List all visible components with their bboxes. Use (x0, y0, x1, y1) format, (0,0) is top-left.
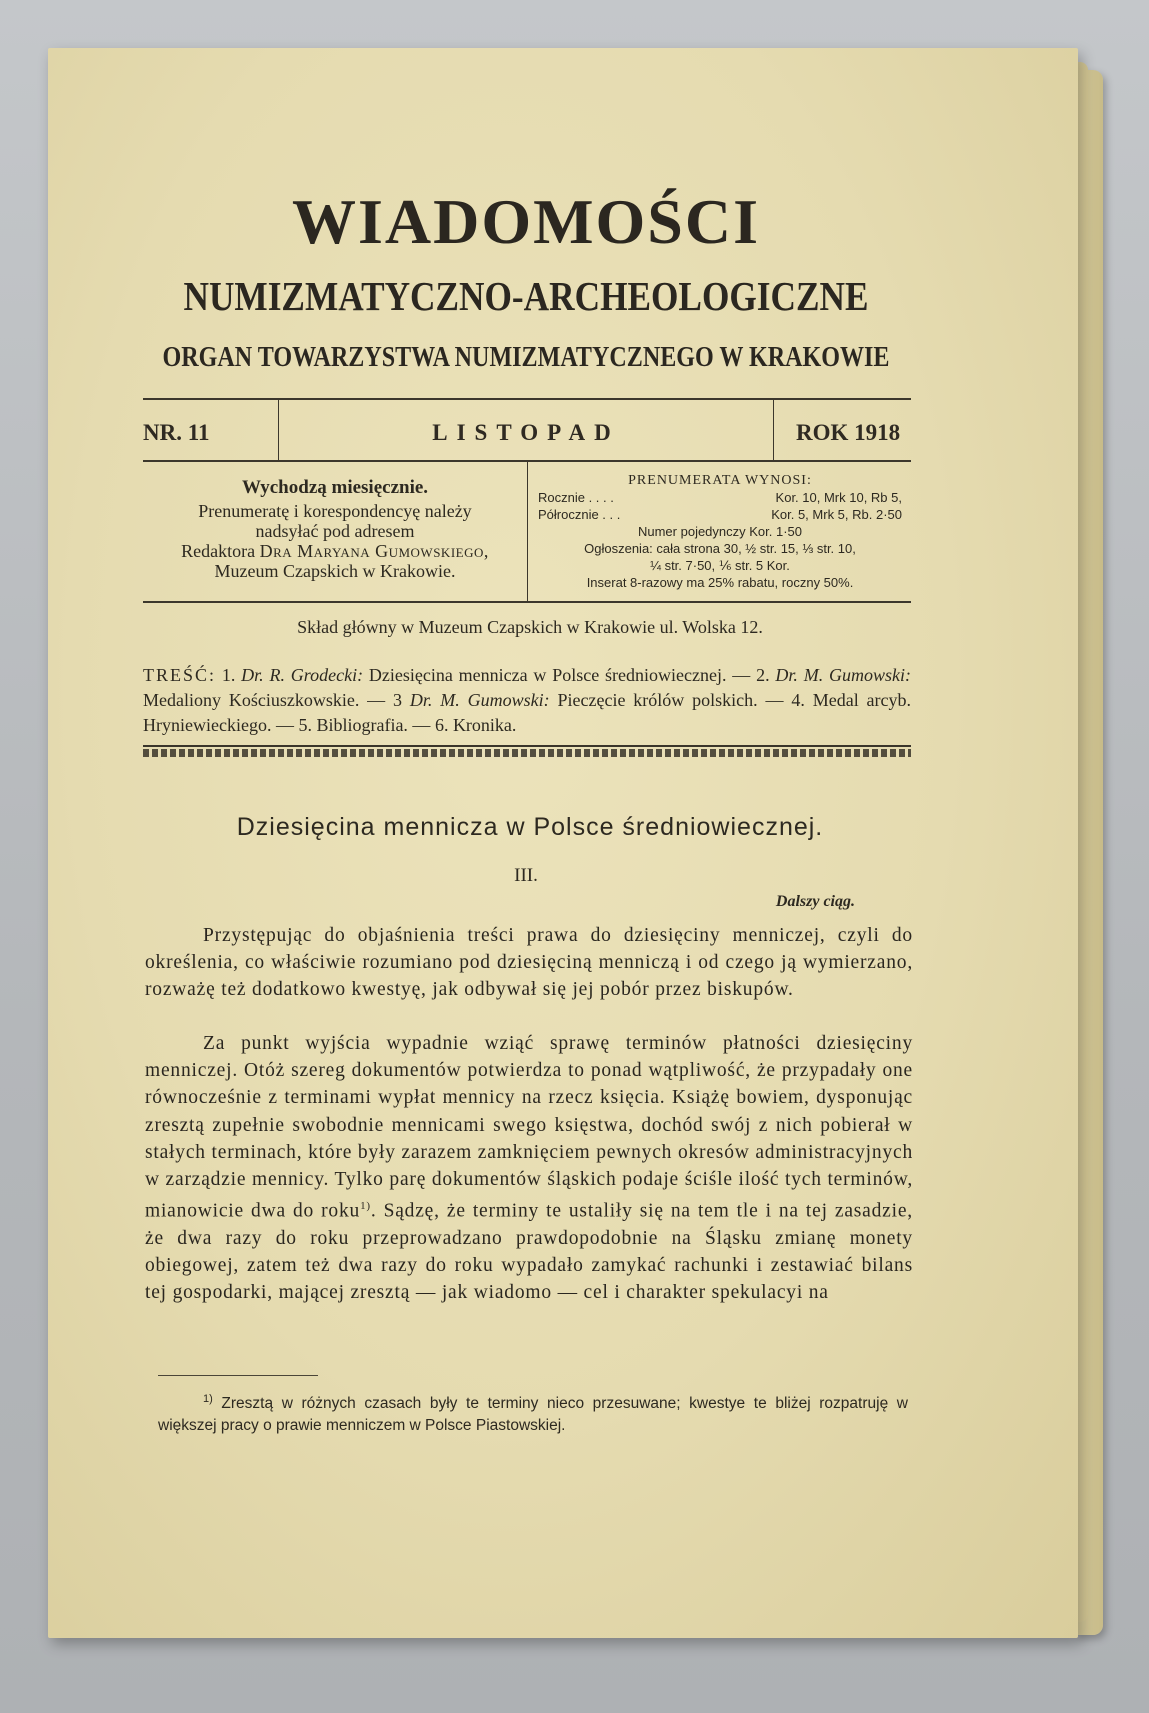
issue-number: NR. 11 (143, 420, 210, 445)
info-divider (527, 462, 528, 602)
toc-item: 5. Bibliografia. — (298, 715, 431, 735)
footnote-ref[interactable]: 1) (360, 1200, 371, 1213)
article-paragraph: Za punkt wyjścia wypadnie wziąć sprawę terminów płatności dziesięciny menniczej. Otóż szereg dokumentów potwierdza to ponad wątpliwość, że przypadały one równocześnie z terminami wypłat mennicy na rzecz księcia. Książę bowiem, dysponując zresztą zupełnie swobodnie mennicami swego księstwa, dochód swój z nich pobierał w stałych terminach, które były zarazem zamknięciem pewnych okresów administracyjnych w zarządzie mennicy. Tylko parę dokumentów śląskich podaje ściśle ilość tych terminów, mianowicie dwa do roku$^{1)}$. Sądzę, że terminy te ustaliły się na tem tle i na tej zasadzie, że dwa razy do roku przeprowadzano prawdopodobnie na Śląsku zmianę monety obiegowej, zatem też dwa razy do roku wypadało zamykać rachunki i zestawiać bilans tej gospodarki, mającej zresztą — jak wiadomo — cel i charakter spekulacyi na (145, 1033, 913, 1304)
editor-name: Dra Maryana Gumowskiego, (259, 541, 489, 561)
ads-pricing: Ogłoszenia: cała strona 30, ½ str. 15, ⅓ str. 10, (584, 541, 856, 556)
continued-note: Dalszy ciąg. (775, 893, 855, 910)
subscription-heading: PRENUMERATA WYNOSI: (628, 473, 812, 488)
ornamental-rule (143, 745, 911, 747)
ornamental-rule (143, 749, 911, 757)
distribution-address: Skład główny w Muzeum Czapskich w Krakowie ul. Wolska 12. (297, 617, 763, 637)
toc-label: TREŚĆ: (143, 665, 217, 685)
toc-item: 4. Medal arcyb. Hryniewieckiego. — (143, 690, 912, 735)
table-of-contents: TREŚĆ: 1. Dr. R. Grodecki: Dziesięcina mennicza w Polsce średniowiecznej. — 2. Dr. M. Gumowski: Medaliony Kościuszkowskie. — 3 Dr. M. Gumowski: Pieczęcie królów polskich. — 4. Medal arcyb. Hryniewieckiego. — 5. Bibliografia. — 6. Kronika. (143, 665, 912, 735)
toc-author: Dr. M. Gumowski: (775, 665, 912, 685)
subscription-info (530, 472, 910, 591)
toc-author: Dr. M. Gumowski: (409, 690, 550, 710)
footnote (158, 1388, 908, 1437)
publication-frequency: Wychodzą miesięcznie. (241, 477, 429, 498)
header-rule-top (143, 398, 911, 400)
ads-discount: Inserat 8-razowy ma 25% rabatu, roczny 50%. (586, 575, 854, 590)
masthead-subtitle: NUMIZMATYCZNO-ARCHEOLOGICZNE (183, 273, 869, 319)
header-divider (278, 400, 279, 460)
publication-info-line: Redaktora Dra Maryana Gumowskiego, (181, 541, 489, 561)
toc-item: Medaliony Kościuszkowskie. — (143, 690, 386, 710)
header-divider (773, 400, 774, 460)
publication-info-line: Prenumeratę i korespondencyę należy (198, 501, 472, 521)
toc-item: 6. Kronika. (434, 715, 517, 735)
article-title: Dziesięcina mennicza w Polsce średniowiecznej. (236, 813, 824, 841)
toc-item: Pieczęcie królów polskich. — (557, 690, 784, 710)
publication-info-line: nadsyłać pod adresem (255, 521, 415, 541)
footnote-text: Zresztą w różnych czasach były te terminy nieco przesuwane; kwestye te bliżej rozpatruję w większej pracy o prawie menniczem w Polsce Piastowskiej. (158, 1395, 908, 1435)
footnote-mark: 1) (203, 1393, 213, 1405)
info-rule-bottom (143, 601, 911, 603)
masthead-organ: ORGAN TOWARZYSTWA NUMIZMATYCZNEGO W KRAKOWIE (162, 342, 890, 373)
masthead-title: WIADOMOŚCI (291, 186, 761, 257)
toc-author: Dr. R. Grodecki: (241, 665, 364, 685)
ads-pricing: ¼ str. 7·50, ⅙ str. 5 Kor. (650, 558, 790, 573)
article-part-number: III. (514, 865, 538, 886)
rate-row-half-year: Półrocznie . . . Kor. 5, Mrk 5, Rb. 2·50 (538, 507, 902, 522)
publication-info-line: Muzeum Czapskich w Krakowie. (214, 561, 456, 581)
issue-year: ROK 1918 (796, 420, 901, 445)
issue-month: LISTOPAD (432, 420, 620, 445)
publication-info (145, 478, 525, 581)
footnote-rule (158, 1375, 318, 1376)
rate-row-annual: Rocznie . . . . Kor. 10, Mrk 10, Rb 5, (538, 490, 902, 505)
article-paragraph: Przystępując do objaśnienia treści prawa do dziesięciny menniczej, czyli do określenia, co właściwie rozumiano pod dziesięciną menniczą i od czego ją wymierzano, rozważę też dodatkowo kwestyę, jak odbywał się jej pobór przez biskupów. (145, 925, 913, 1001)
single-issue-price: Numer pojedynczy Kor. 1·50 (637, 524, 803, 539)
toc-item: Dziesięcina mennicza w Polsce średniowiecznej. — (368, 665, 751, 685)
